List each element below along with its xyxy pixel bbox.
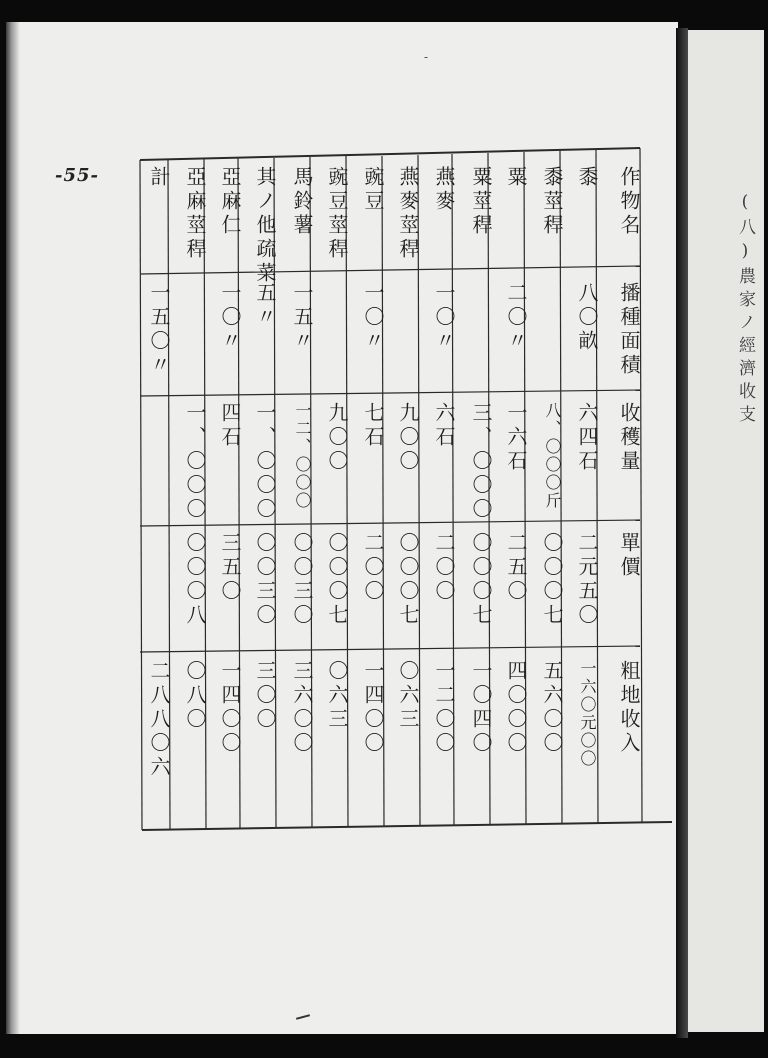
cell-income: 四〇〇〇 — [504, 660, 528, 756]
cell-area: 八〇畝 — [575, 282, 599, 354]
table-bottom-border — [142, 822, 672, 830]
col-rule-0 — [140, 160, 142, 830]
cell-crop: 粟 — [504, 166, 528, 190]
cell-price: 二元五〇 — [575, 532, 599, 628]
row-separator-4 — [140, 646, 640, 652]
cell-income: 五六〇〇 — [540, 660, 564, 756]
cell-income: 一四〇〇 — [218, 660, 242, 756]
row-separator-2 — [140, 390, 640, 396]
cell-price: 二〇〇 — [361, 532, 385, 604]
cell-yield: 六四石 — [575, 402, 599, 474]
cell-crop: 亞麻仁 — [218, 166, 242, 238]
cell-price: 〇〇〇七 — [540, 532, 564, 628]
cell-yield: 一、〇〇〇 — [253, 402, 277, 522]
cell-yield: 三、〇〇〇 — [469, 402, 493, 522]
cell-income: 二八八〇六 — [147, 660, 171, 780]
cell-price: 〇〇〇八 — [183, 532, 207, 628]
cell-price: 〇〇〇七 — [325, 532, 349, 628]
cell-area: 一五〃 — [290, 282, 314, 354]
cell-crop: 計 — [147, 166, 171, 190]
cell-area: 一〇〃 — [218, 282, 242, 354]
row-separator-1 — [140, 266, 640, 274]
header-yield: 收穫量 — [617, 402, 641, 474]
header-income: 粗地收入 — [617, 660, 641, 756]
cell-crop: 亞麻莖稈 — [183, 166, 207, 262]
cell-area: 二〇〃 — [504, 282, 528, 354]
cell-crop: 豌豆莖稈 — [325, 166, 349, 262]
cell-price: 〇〇〇七 — [396, 532, 420, 628]
stray-mark: - — [424, 50, 429, 64]
cell-yield: 八、〇〇〇斤 — [543, 402, 562, 510]
cell-area: 一〇〃 — [361, 282, 385, 354]
cell-income: 一六〇元〇〇 — [578, 660, 597, 768]
cell-price: 二〇〇 — [432, 532, 456, 604]
cell-yield: 九〇〇 — [325, 402, 349, 474]
cell-yield: 一、〇〇〇 — [183, 402, 207, 522]
cell-price: 〇〇三〇 — [253, 532, 277, 628]
section-title: (八)農家ノ經濟收支 — [735, 192, 755, 428]
cell-price: 二五〇 — [504, 532, 528, 604]
cell-price: 〇〇三〇 — [290, 532, 314, 628]
header-area: 播種面積 — [617, 282, 641, 378]
cell-area: 一〇〃 — [432, 282, 456, 354]
cell-yield: 一六石 — [504, 402, 528, 474]
row-separator-3 — [140, 520, 640, 526]
cell-income: 〇八〇 — [183, 660, 207, 732]
cell-income: 一二〇〇 — [432, 660, 456, 756]
cell-yield: 六石 — [432, 402, 456, 450]
page-number: -55- — [55, 165, 99, 186]
cell-area: 一五〇〃 — [147, 282, 171, 378]
cell-crop: 豌豆 — [361, 166, 385, 214]
cell-yield: 七石 — [361, 402, 385, 450]
cell-crop: 其ノ他疏菜 — [253, 166, 277, 286]
cell-yield: 九〇〇 — [396, 402, 420, 474]
header-price: 單價 — [617, 532, 641, 580]
cell-income: 三〇〇 — [253, 660, 277, 732]
cell-income: 一四〇〇 — [361, 660, 385, 756]
cell-crop: 燕麥 — [432, 166, 456, 214]
cell-crop: 燕麥莖稈 — [396, 166, 420, 262]
cell-price: 〇〇〇七 — [469, 532, 493, 628]
cell-crop: 粟莖稈 — [469, 166, 493, 238]
cell-income: 一〇四〇 — [469, 660, 493, 756]
cell-yield: 四石 — [218, 402, 242, 450]
cell-income: 〇六三 — [396, 660, 420, 732]
cell-crop: 馬鈴薯 — [290, 166, 314, 238]
cell-income: 〇六三 — [325, 660, 349, 732]
cell-crop: 黍莖稈 — [540, 166, 564, 238]
table-top-border — [140, 148, 640, 160]
cell-yield: 一二、〇〇〇 — [293, 402, 312, 510]
cell-crop: 黍 — [575, 166, 599, 190]
cell-price: 三五〇 — [218, 532, 242, 604]
header-crop: 作物名 — [617, 166, 641, 238]
cell-area: 五〃 — [253, 282, 277, 330]
cell-income: 三六〇〇 — [290, 660, 314, 756]
